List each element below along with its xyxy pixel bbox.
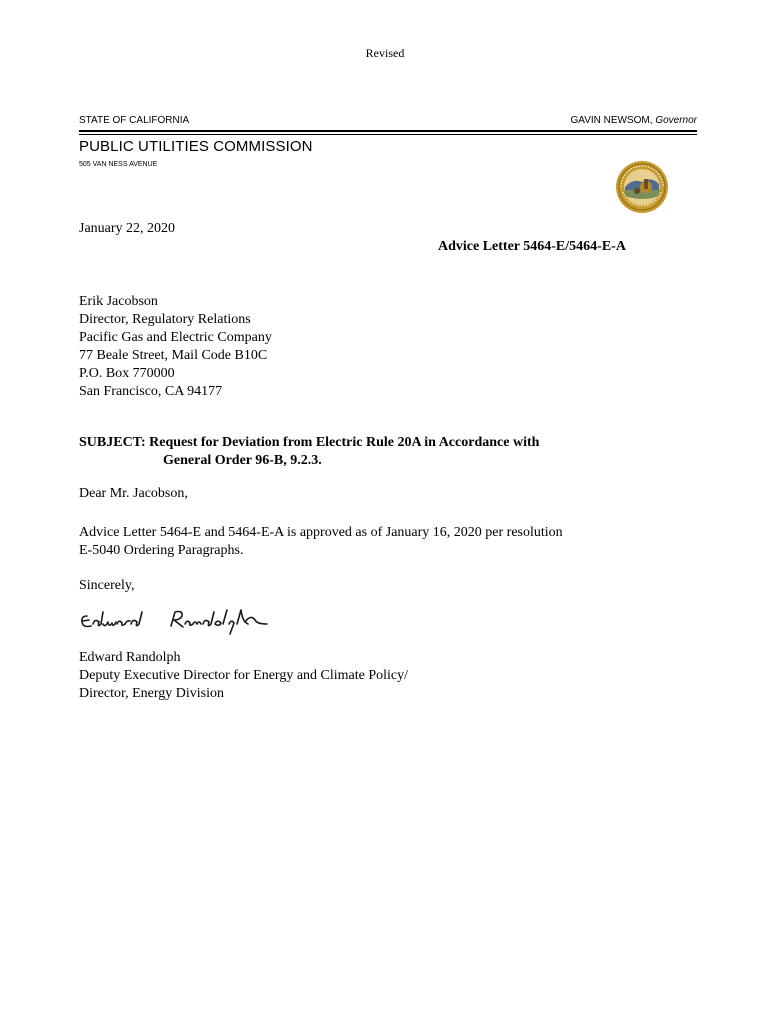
agency-address: 505 VAN NESS AVENUE [79,161,158,168]
agency-name: PUBLIC UTILITIES COMMISSION [79,138,313,155]
signer-block [79,649,408,703]
signer-name: Edward Randolph [79,650,181,665]
governor-line [570,115,697,126]
subject-line-1: SUBJECT: Request for Deviation from Electric Rule 20A in Accordance with [79,435,540,450]
letterhead-header-row [79,115,697,126]
recipient-title: Director, Regulatory Relations [79,312,251,327]
handwritten-signature [79,604,274,636]
header-rule-thin [79,134,697,135]
subject-block [79,434,539,470]
advice-letter-reference: Advice Letter 5464-E/5464-E-A [438,239,626,254]
seal-graphic [615,160,669,214]
recipient-city: San Francisco, CA 94177 [79,384,223,399]
salutation: Dear Mr. Jacobson, [79,486,188,501]
subject-line-2: General Order 96-B, 9.2.3. [163,453,322,468]
recipient-address-block [79,293,272,401]
body-line-1: Advice Letter 5464-E and 5464-E-A is approved as of January 16, 2020 per resolution [79,525,563,540]
closing: Sincerely, [79,578,135,593]
recipient-name: Erik Jacobson [79,294,158,309]
recipient-street: 77 Beale Street, Mail Code B10C [79,348,268,363]
signature-graphic [79,604,274,636]
signer-title-1: Deputy Executive Director for Energy and Climate Policy/ [79,668,409,683]
header-rule-thick [79,130,697,132]
body-paragraph [79,524,639,560]
signer-title-2: Director, Energy Division [79,686,224,701]
recipient-po-box: P.O. Box 770000 [79,366,175,381]
state-name: STATE OF CALIFORNIA [79,115,190,126]
governor-title: Governor [655,115,697,126]
recipient-company: Pacific Gas and Electric Company [79,330,272,345]
body-line-2: E-5040 Ordering Paragraphs. [79,543,244,558]
governor-name: GAVIN NEWSOM, [570,115,653,126]
california-state-seal-icon [615,160,669,214]
revised-label: Revised [365,46,405,60]
letter-date: January 22, 2020 [79,221,176,236]
